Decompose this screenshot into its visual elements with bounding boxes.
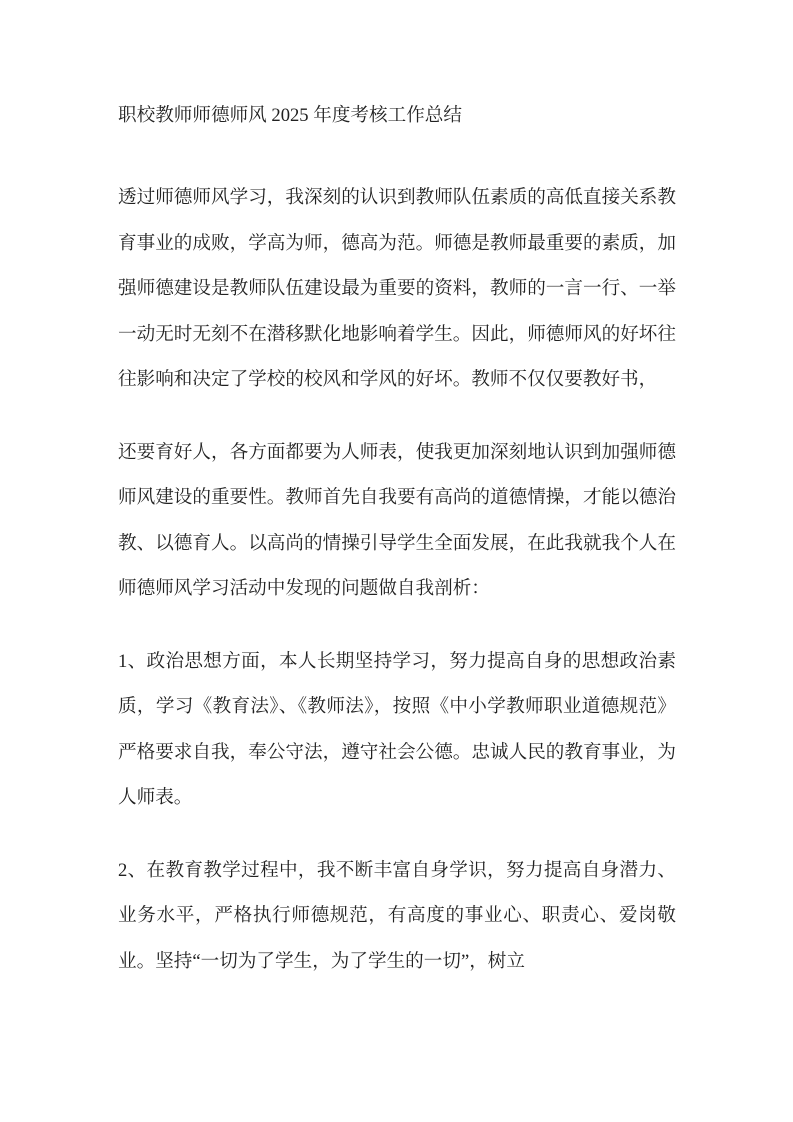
paragraph-item-1-political-thought: 1、政治思想方面，本人长期坚持学习，努力提高自身的思想政治素质，学习《教育法》、《教师法》，按照《中小学教师职业道德规范》严格要求自我，奉公守法，遵守社会公德。忠诚人民的教育事业，为人师表。 bbox=[118, 650, 676, 808]
document-title: 职校教师师德师风 2025 年度考核工作总结 bbox=[118, 105, 462, 126]
paragraph-self-analysis-lead: 还要育好人，各方面都要为人师表，使我更加深刻地认识到加强师德师风建设的重要性。教师首先自我要有高尚的道德情操，才能以德治教、以德育人。以高尚的情操引导学生全面发展，在此我就我个人在师德师风学习活动中发现的问题做自我剖析： bbox=[118, 441, 676, 599]
paragraph-intro: 透过师德师风学习，我深刻的认识到教师队伍素质的高低直接关系教育事业的成败，学高为师，德高为范。师德是教师最重要的素质，加强师德建设是教师队伍建设最为重要的资料，教师的一言一行、一举一动无时无刻不在潜移默化地影响着学生。因此，师德师风的好坏往往影响和决定了学校的校风和学风的好坏。教师不仅仅要教好书， bbox=[118, 187, 676, 390]
paragraph-item-2-teaching-process: 2、在教育教学过程中，我不断丰富自身学识，努力提高自身潜力、业务水平，严格执行师德规范，有高度的事业心、职责心、爱岗敬业。坚持“一切为了学生，为了学生的一切”，树立 bbox=[118, 859, 676, 972]
